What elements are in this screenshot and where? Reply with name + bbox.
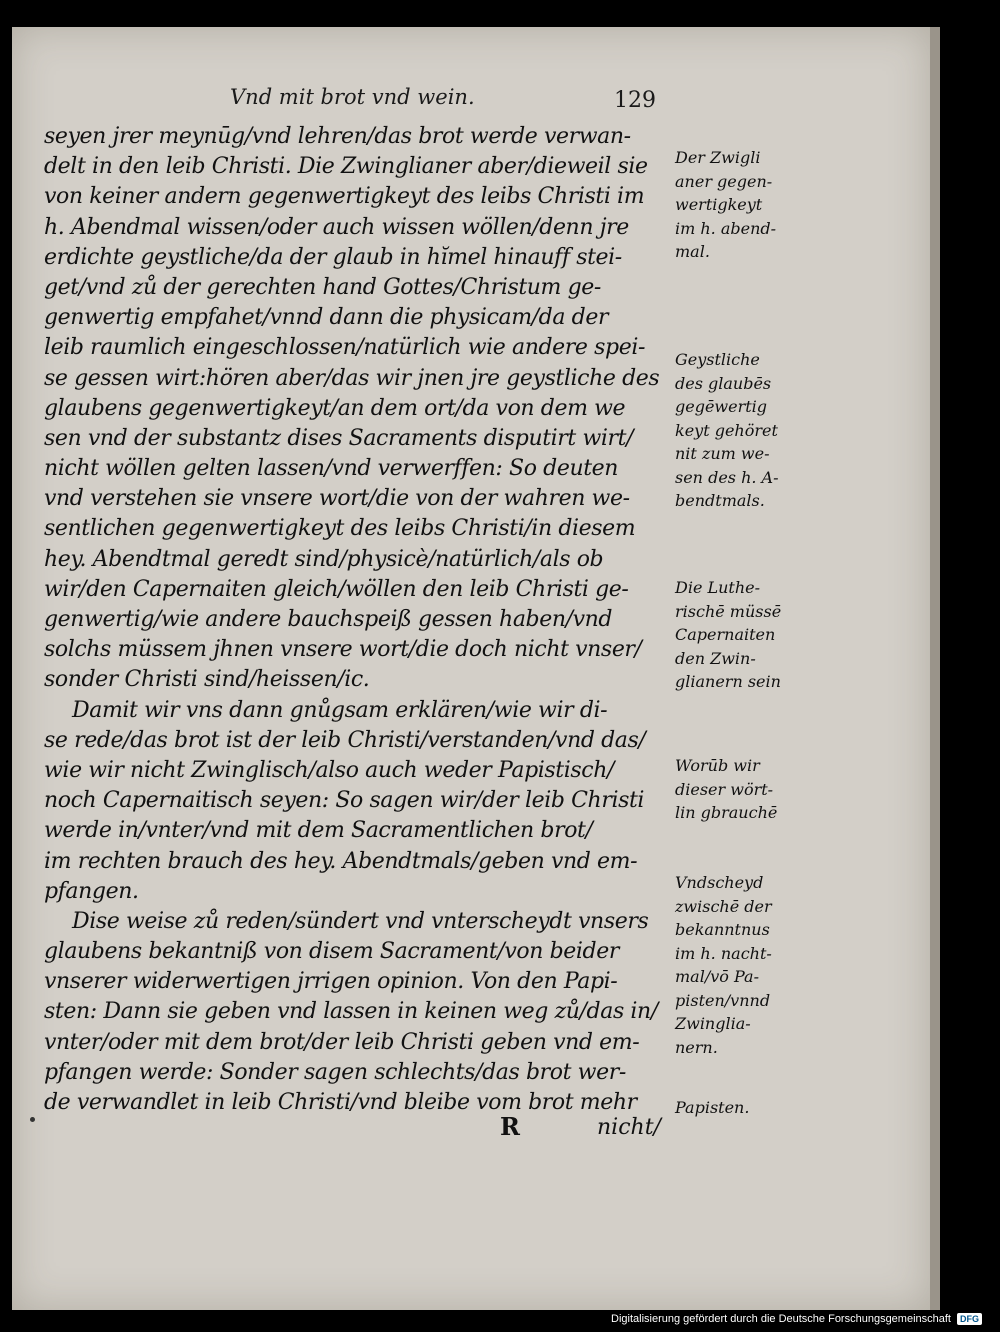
margin-note — [675, 576, 800, 694]
text-line: nicht wöllen gelten lassen/vnd verwerffen: So deuten — [44, 456, 619, 482]
margin-note-line: bekanntnus — [675, 920, 770, 939]
text-line: delt in den leib Christi. Die Zwinglianer aber/dieweil sie — [44, 154, 648, 180]
text-line: im rechten brauch des hey. Abendtmals/geben vnd em- — [44, 848, 638, 874]
text-line: wie wir nicht Zwinglisch/also auch weder Papistisch/ — [44, 757, 614, 783]
text-line: erdichte geystliche/da der glaub in hĭmel hinauff stei- — [44, 244, 622, 270]
running-head: Vnd mit brot vnd wein. — [230, 85, 475, 109]
text-line: hey. Abendtmal geredt sind/physicè/natürlich/als ob — [44, 546, 604, 572]
margin-note — [675, 146, 800, 264]
text-line: vnserer widerwertigen jrrigen opinion. Von den Papi- — [44, 969, 618, 995]
margin-note-line: aner gegen- — [675, 171, 773, 191]
margin-note-line: rischē müssē — [675, 601, 782, 621]
credit-text: Digitalisierung gefördert durch die Deutsche Forschungsgemeinschaft — [611, 1313, 951, 1325]
margin-note-line: Papisten. — [675, 1098, 750, 1117]
margin-note-line: wertigkeyt — [675, 195, 763, 214]
text-line: leib raumlich eingeschlossen/natürlich wie andere spei- — [44, 335, 645, 361]
margin-note-line: im h. abend- — [675, 218, 777, 238]
margin-note-line: nern. — [675, 1037, 718, 1057]
margin-note-line: Geystliche — [675, 350, 760, 369]
margin-note — [675, 871, 800, 1059]
margin-note-line: keyt gehöret — [675, 420, 778, 440]
text-line: glaubens bekantniß von disem Sacrament/von beider — [44, 939, 619, 965]
margin-note — [675, 1096, 800, 1120]
text-line: se rede/das brot ist der leib Christi/verstanden/vnd das/ — [44, 727, 646, 753]
text-line: pfangen. — [44, 878, 139, 904]
text-line: Damit wir vns dann gnůgsam erklären/wie wir di- — [72, 697, 608, 723]
text-line: wir/den Capernaiten gleich/wöllen den leib Christi ge- — [44, 576, 629, 602]
margin-note-line: Worūb wir — [675, 756, 760, 775]
margin-note — [675, 754, 800, 825]
margin-note-line: mal. — [675, 242, 710, 261]
margin-note-line: im h. nacht- — [675, 943, 772, 963]
text-line: de verwandlet in leib Christi/vnd bleibe vom brot mehr — [44, 1090, 637, 1115]
margin-note-line: zwischē der — [675, 896, 772, 916]
text-line: von keiner andern gegenwertigkeyt des leibs Christi im — [44, 184, 645, 210]
text-line: se gessen wirt:hören aber/das wir jnen jre geystliche des — [44, 365, 660, 391]
text-line: sonder Christi sind/heissen/ic. — [44, 667, 370, 693]
margin-note-line: pisten/vnnd — [675, 990, 771, 1010]
margin-note-line: den Zwin- — [675, 648, 756, 668]
text-line: vnd verstehen sie vnsere wort/die von der wahren we- — [44, 486, 630, 512]
margin-note-line: mal/vō Pa- — [675, 967, 759, 986]
text-line: Dise weise zů reden/sündert vnd vnterscheydt vnsers — [72, 908, 649, 934]
margin-note-line: glianern sein — [675, 672, 781, 691]
page-number: 129 — [614, 88, 656, 113]
signature-mark: R — [500, 1112, 520, 1141]
margin-note-line: Vndscheyd — [675, 873, 764, 892]
digitization-credit — [611, 1313, 982, 1325]
ink-dot — [30, 1117, 35, 1122]
margin-note-line: dieser wört- — [675, 779, 774, 799]
margin-note-line: lin gbrauchē — [675, 803, 778, 822]
margin-note-line: des glaubēs — [675, 373, 772, 393]
main-text — [44, 122, 664, 1118]
text-line: sen vnd der substantz dises Sacraments disputirt wirt/ — [44, 425, 634, 451]
text-line: noch Capernaitisch seyen: So sagen wir/der leib Christi — [44, 788, 645, 814]
page-edge — [930, 27, 940, 1310]
margin-note-line: sen des h. A- — [675, 467, 779, 487]
text-line: vnter/oder mit dem brot/der leib Christi geben vnd em- — [44, 1029, 640, 1055]
text-line: pfangen werde: Sonder sagen schlechts/das brot wer- — [44, 1059, 626, 1085]
text-line: seyen jrer meynūg/vnd lehren/das brot werde verwan- — [44, 124, 631, 149]
text-line: solchs müssem jhnen vnsere wort/die doch nicht vnser/ — [44, 637, 642, 663]
dfg-logo-icon: DFG — [957, 1313, 982, 1325]
text-line: glaubens gegenwertigkeyt/an dem ort/da von dem we — [44, 395, 626, 421]
margin-note-line: nit zum we- — [675, 444, 770, 463]
margin-note-line: Der Zwigli — [675, 148, 761, 167]
margin-note — [675, 348, 800, 513]
text-line: werde in/vnter/vnd mit dem Sacramentlichen brot/ — [44, 818, 593, 844]
text-line: h. Abendmal wissen/oder auch wissen wöllen/denn jre — [44, 214, 629, 240]
text-line: sten: Dann sie geben vnd lassen in keinen weg zů/das in/ — [44, 999, 658, 1025]
margin-note-line: bendtmals. — [675, 491, 765, 510]
text-line: get/vnd zů der gerechten hand Gottes/Christum ge- — [44, 274, 601, 300]
text-line: genwertig empfahet/vnnd dann die physicam/da der — [44, 305, 609, 331]
text-line: sentlichen gegenwertigkeyt des leibs Christi/in diesem — [44, 516, 636, 542]
margin-note-line: Zwinglia- — [675, 1014, 751, 1033]
margin-note-line: Die Luthe- — [675, 578, 761, 597]
catchword: nicht/ — [597, 1115, 661, 1140]
margin-note-line: Capernaiten — [675, 625, 776, 644]
margin-note-line: gegēwertig — [675, 397, 768, 416]
text-line: genwertig/wie andere bauchspeiß gessen haben/vnd — [44, 607, 613, 632]
